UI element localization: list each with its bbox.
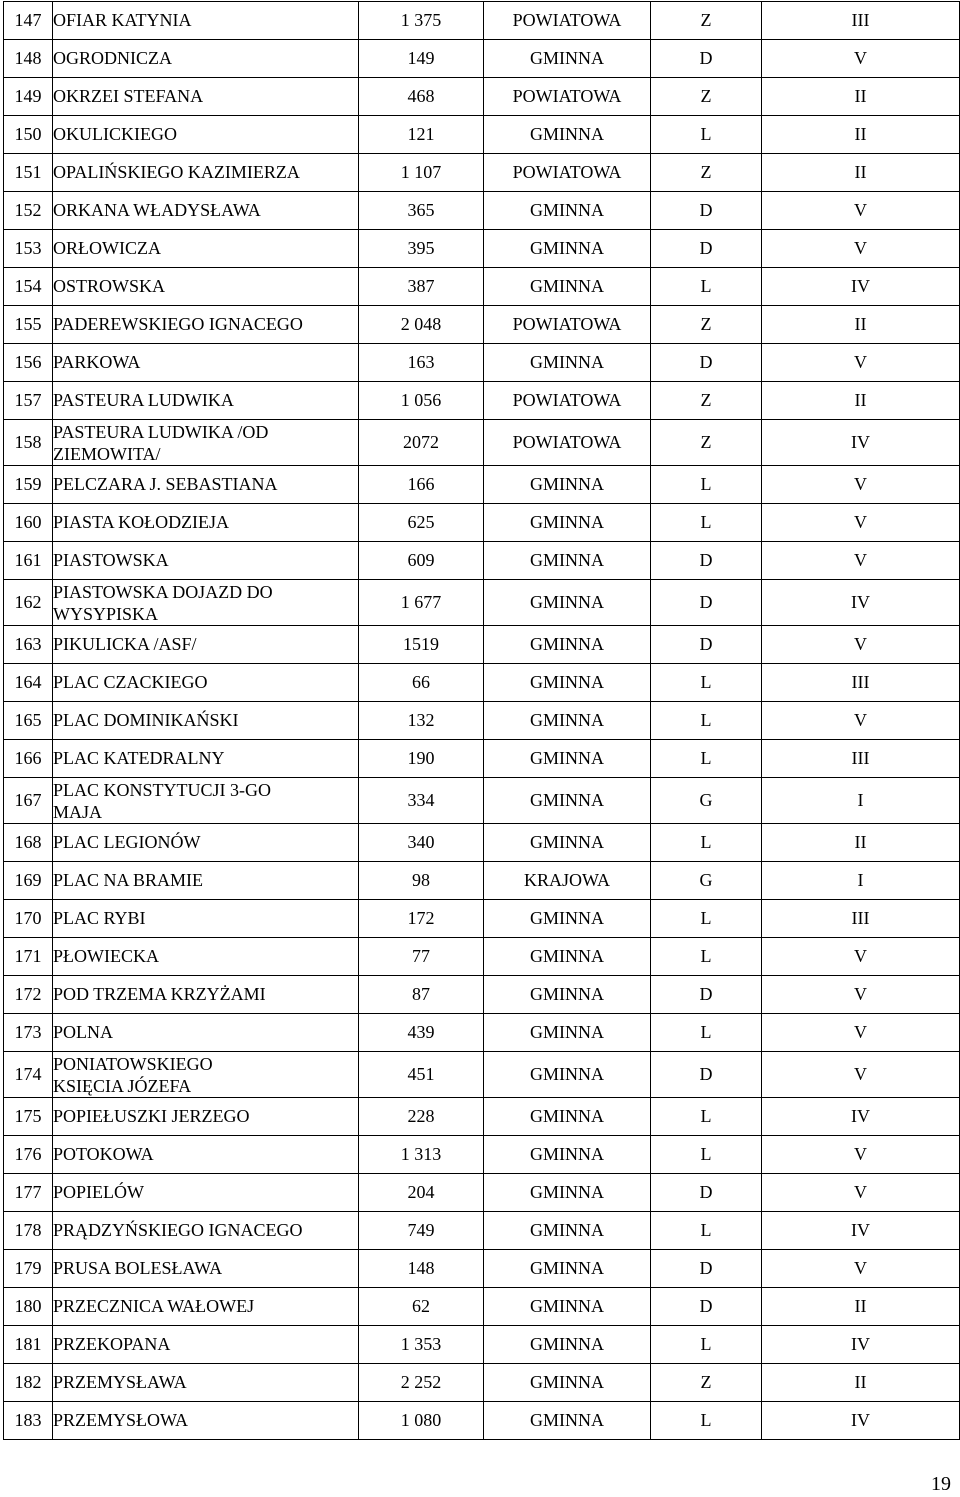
road-class-cell: D [651,626,762,664]
street-name-cell: POPIEŁUSZKI JERZEGO [53,1098,359,1136]
road-class-cell: L [651,1326,762,1364]
table-row [4,900,960,938]
row-number-cell: 170 [4,900,53,938]
street-name-text: PASTEURA LUDWIKA /OD ZIEMOWITA/ [53,421,269,464]
road-class-cell: L [651,1098,762,1136]
street-name-cell: POLNA [53,1014,359,1052]
row-number-cell: 180 [4,1288,53,1326]
table-row [4,580,960,626]
length-cell: 98 [359,862,484,900]
row-number-cell: 160 [4,504,53,542]
road-class-cell: L [651,824,762,862]
street-name-cell: ORKANA WŁADYSŁAWA [53,192,359,230]
table-row [4,78,960,116]
road-class-cell: D [651,542,762,580]
road-category-cell: GMINNA [484,116,651,154]
length-cell: 749 [359,1212,484,1250]
traffic-group-cell: II [762,824,960,862]
road-category-cell: GMINNA [484,580,651,626]
row-number-cell: 148 [4,40,53,78]
table-row [4,626,960,664]
row-number-cell: 171 [4,938,53,976]
row-number-cell: 159 [4,466,53,504]
road-class-cell: L [651,504,762,542]
row-number-cell: 181 [4,1326,53,1364]
row-number-cell: 155 [4,306,53,344]
table-row [4,40,960,78]
road-category-cell: GMINNA [484,40,651,78]
length-cell: 1 080 [359,1402,484,1440]
road-category-cell: GMINNA [484,1052,651,1098]
road-class-cell: L [651,900,762,938]
street-name-cell: OKULICKIEGO [53,116,359,154]
road-category-cell: GMINNA [484,1098,651,1136]
traffic-group-cell: V [762,1250,960,1288]
traffic-group-cell: V [762,976,960,1014]
table-row [4,976,960,1014]
table-row [4,862,960,900]
length-cell: 387 [359,268,484,306]
row-number-cell: 147 [4,2,53,40]
traffic-group-cell: IV [762,1212,960,1250]
traffic-group-cell: V [762,542,960,580]
row-number-cell: 174 [4,1052,53,1098]
road-class-cell: Z [651,2,762,40]
table-row [4,1212,960,1250]
road-category-cell: GMINNA [484,542,651,580]
row-number-cell: 173 [4,1014,53,1052]
table-row [4,344,960,382]
road-category-cell: GMINNA [484,824,651,862]
row-number-cell: 172 [4,976,53,1014]
length-cell: 340 [359,824,484,862]
length-cell: 228 [359,1098,484,1136]
road-class-cell: D [651,40,762,78]
table-row [4,2,960,40]
road-class-cell: D [651,1174,762,1212]
row-number-cell: 168 [4,824,53,862]
road-category-cell: POWIATOWA [484,2,651,40]
length-cell: 66 [359,664,484,702]
traffic-group-cell: V [762,626,960,664]
road-category-cell: GMINNA [484,900,651,938]
row-number-cell: 176 [4,1136,53,1174]
table-row [4,1014,960,1052]
traffic-group-cell: V [762,344,960,382]
street-name-cell: POTOKOWA [53,1136,359,1174]
road-category-cell: GMINNA [484,740,651,778]
road-category-cell: POWIATOWA [484,420,651,466]
table-row [4,504,960,542]
table-row [4,1364,960,1402]
street-name-cell: PRUSA BOLESŁAWA [53,1250,359,1288]
street-name-cell [53,778,359,824]
length-cell: 1 353 [359,1326,484,1364]
row-number-cell: 150 [4,116,53,154]
row-number-cell: 177 [4,1174,53,1212]
traffic-group-cell: III [762,740,960,778]
road-class-cell: L [651,1014,762,1052]
road-category-cell: GMINNA [484,1288,651,1326]
road-category-cell: GMINNA [484,192,651,230]
street-name-cell: PADEREWSKIEGO IGNACEGO [53,306,359,344]
table-row [4,116,960,154]
road-category-cell: GMINNA [484,1402,651,1440]
table-row [4,1052,960,1098]
street-name-cell: OKRZEI STEFANA [53,78,359,116]
road-category-cell: GMINNA [484,938,651,976]
length-cell: 1 107 [359,154,484,192]
road-class-cell: Z [651,1364,762,1402]
table-row [4,702,960,740]
row-number-cell: 163 [4,626,53,664]
street-name-cell: PRĄDZYŃSKIEGO IGNACEGO [53,1212,359,1250]
street-name-cell: PIASTOWSKA [53,542,359,580]
road-category-cell: POWIATOWA [484,382,651,420]
road-class-cell: D [651,230,762,268]
street-name-cell: PRZEKOPANA [53,1326,359,1364]
road-class-cell: L [651,938,762,976]
road-category-cell: GMINNA [484,626,651,664]
street-name-cell [53,420,359,466]
table-row [4,466,960,504]
roads-table-body [4,2,960,1440]
road-category-cell: GMINNA [484,702,651,740]
traffic-group-cell: V [762,1136,960,1174]
table-row [4,230,960,268]
road-category-cell: GMINNA [484,778,651,824]
road-class-cell: D [651,976,762,1014]
table-row [4,542,960,580]
traffic-group-cell: V [762,40,960,78]
row-number-cell: 153 [4,230,53,268]
row-number-cell: 164 [4,664,53,702]
traffic-group-cell: II [762,78,960,116]
length-cell: 87 [359,976,484,1014]
length-cell: 609 [359,542,484,580]
length-cell: 451 [359,1052,484,1098]
road-class-cell: Z [651,420,762,466]
length-cell: 334 [359,778,484,824]
length-cell: 468 [359,78,484,116]
length-cell: 204 [359,1174,484,1212]
street-name-text: PIASTOWSKA DOJAZD DO WYSYPISKA [53,581,273,624]
traffic-group-cell: V [762,504,960,542]
length-cell: 625 [359,504,484,542]
road-category-cell: GMINNA [484,504,651,542]
street-name-text: PONIATOWSKIEGO KSIĘCIA JÓZEFA [53,1053,213,1096]
road-class-cell: L [651,664,762,702]
length-cell: 163 [359,344,484,382]
length-cell: 121 [359,116,484,154]
road-category-cell: GMINNA [484,1212,651,1250]
table-row [4,824,960,862]
road-class-cell: D [651,1052,762,1098]
length-cell: 395 [359,230,484,268]
table-row [4,268,960,306]
row-number-cell: 166 [4,740,53,778]
length-cell: 77 [359,938,484,976]
street-name-cell: PRZEMYSŁAWA [53,1364,359,1402]
row-number-cell: 162 [4,580,53,626]
street-name-text: PLAC KONSTYTUCJI 3-GO MAJA [53,779,272,822]
length-cell: 148 [359,1250,484,1288]
length-cell: 149 [359,40,484,78]
traffic-group-cell: V [762,1052,960,1098]
table-row [4,938,960,976]
table-row [4,778,960,824]
street-name-cell: PŁOWIECKA [53,938,359,976]
table-row [4,1250,960,1288]
traffic-group-cell: V [762,230,960,268]
table-row [4,1174,960,1212]
table-row [4,1098,960,1136]
traffic-group-cell: III [762,900,960,938]
street-name-cell: PLAC NA BRAMIE [53,862,359,900]
road-category-cell: GMINNA [484,1014,651,1052]
traffic-group-cell: V [762,466,960,504]
traffic-group-cell: V [762,702,960,740]
street-name-cell: PIASTA KOŁODZIEJA [53,504,359,542]
street-name-cell: OSTROWSKA [53,268,359,306]
street-name-cell: POD TRZEMA KRZYŻAMI [53,976,359,1014]
street-name-cell: PLAC DOMINIKAŃSKI [53,702,359,740]
road-class-cell: L [651,1212,762,1250]
street-name-cell: ORŁOWICZA [53,230,359,268]
roads-table [3,1,960,1440]
length-cell: 2072 [359,420,484,466]
length-cell: 1 677 [359,580,484,626]
road-class-cell: D [651,1250,762,1288]
traffic-group-cell: V [762,192,960,230]
road-category-cell: GMINNA [484,1250,651,1288]
table-row [4,154,960,192]
traffic-group-cell: IV [762,1098,960,1136]
row-number-cell: 179 [4,1250,53,1288]
row-number-cell: 156 [4,344,53,382]
page-number: 19 [931,1473,951,1495]
road-category-cell: POWIATOWA [484,78,651,116]
row-number-cell: 178 [4,1212,53,1250]
road-class-cell: L [651,1136,762,1174]
row-number-cell: 157 [4,382,53,420]
table-row [4,1288,960,1326]
street-name-cell: PRZECZNICA WAŁOWEJ [53,1288,359,1326]
row-number-cell: 165 [4,702,53,740]
road-class-cell: Z [651,382,762,420]
table-row [4,306,960,344]
length-cell: 365 [359,192,484,230]
traffic-group-cell: II [762,116,960,154]
road-class-cell: L [651,466,762,504]
table-row [4,740,960,778]
road-category-cell: GMINNA [484,230,651,268]
street-name-cell: PELCZARA J. SEBASTIANA [53,466,359,504]
street-name-cell: PARKOWA [53,344,359,382]
road-class-cell: G [651,778,762,824]
street-name-cell: OGRODNICZA [53,40,359,78]
length-cell: 1 313 [359,1136,484,1174]
road-category-cell: GMINNA [484,268,651,306]
road-class-cell: D [651,192,762,230]
traffic-group-cell: I [762,778,960,824]
street-name-cell: PLAC RYBI [53,900,359,938]
traffic-group-cell: V [762,1174,960,1212]
table-row [4,664,960,702]
traffic-group-cell: II [762,382,960,420]
table-row [4,1326,960,1364]
street-name-cell [53,580,359,626]
road-category-cell: GMINNA [484,1174,651,1212]
road-category-cell: GMINNA [484,1364,651,1402]
traffic-group-cell: IV [762,1402,960,1440]
row-number-cell: 152 [4,192,53,230]
traffic-group-cell: IV [762,1326,960,1364]
row-number-cell: 169 [4,862,53,900]
road-class-cell: L [651,1402,762,1440]
length-cell: 62 [359,1288,484,1326]
road-category-cell: GMINNA [484,1136,651,1174]
road-category-cell: GMINNA [484,1326,651,1364]
street-name-cell: PRZEMYSŁOWA [53,1402,359,1440]
traffic-group-cell: II [762,306,960,344]
street-name-cell: PLAC KATEDRALNY [53,740,359,778]
road-class-cell: L [651,116,762,154]
road-category-cell: GMINNA [484,466,651,504]
street-name-cell: PLAC CZACKIEGO [53,664,359,702]
road-class-cell: D [651,1288,762,1326]
traffic-group-cell: IV [762,268,960,306]
road-category-cell: POWIATOWA [484,154,651,192]
road-category-cell: POWIATOWA [484,306,651,344]
road-category-cell: KRAJOWA [484,862,651,900]
road-category-cell: GMINNA [484,344,651,382]
traffic-group-cell: III [762,664,960,702]
length-cell: 1 375 [359,2,484,40]
table-row [4,1402,960,1440]
street-name-cell: OPALIŃSKIEGO KAZIMIERZA [53,154,359,192]
road-category-cell: GMINNA [484,664,651,702]
traffic-group-cell: V [762,1014,960,1052]
traffic-group-cell: I [762,862,960,900]
row-number-cell: 161 [4,542,53,580]
traffic-group-cell: IV [762,580,960,626]
road-class-cell: D [651,344,762,382]
length-cell: 1 056 [359,382,484,420]
table-row [4,420,960,466]
length-cell: 2 048 [359,306,484,344]
street-name-cell: PASTEURA LUDWIKA [53,382,359,420]
street-name-cell: PLAC LEGIONÓW [53,824,359,862]
road-class-cell: L [651,702,762,740]
length-cell: 439 [359,1014,484,1052]
traffic-group-cell: IV [762,420,960,466]
road-class-cell: L [651,268,762,306]
road-class-cell: L [651,740,762,778]
street-name-cell: PIKULICKA /ASF/ [53,626,359,664]
table-row [4,192,960,230]
row-number-cell: 175 [4,1098,53,1136]
street-name-cell [53,1052,359,1098]
road-class-cell: Z [651,154,762,192]
row-number-cell: 182 [4,1364,53,1402]
road-class-cell: Z [651,306,762,344]
road-class-cell: D [651,580,762,626]
length-cell: 2 252 [359,1364,484,1402]
length-cell: 132 [359,702,484,740]
street-name-cell: OFIAR KATYNIA [53,2,359,40]
traffic-group-cell: II [762,154,960,192]
row-number-cell: 149 [4,78,53,116]
traffic-group-cell: V [762,938,960,976]
street-name-cell: POPIELÓW [53,1174,359,1212]
row-number-cell: 183 [4,1402,53,1440]
traffic-group-cell: III [762,2,960,40]
traffic-group-cell: II [762,1364,960,1402]
row-number-cell: 151 [4,154,53,192]
road-category-cell: GMINNA [484,976,651,1014]
length-cell: 190 [359,740,484,778]
length-cell: 1519 [359,626,484,664]
row-number-cell: 158 [4,420,53,466]
row-number-cell: 154 [4,268,53,306]
table-row [4,382,960,420]
road-class-cell: G [651,862,762,900]
row-number-cell: 167 [4,778,53,824]
road-class-cell: Z [651,78,762,116]
traffic-group-cell: II [762,1288,960,1326]
length-cell: 166 [359,466,484,504]
table-row [4,1136,960,1174]
length-cell: 172 [359,900,484,938]
